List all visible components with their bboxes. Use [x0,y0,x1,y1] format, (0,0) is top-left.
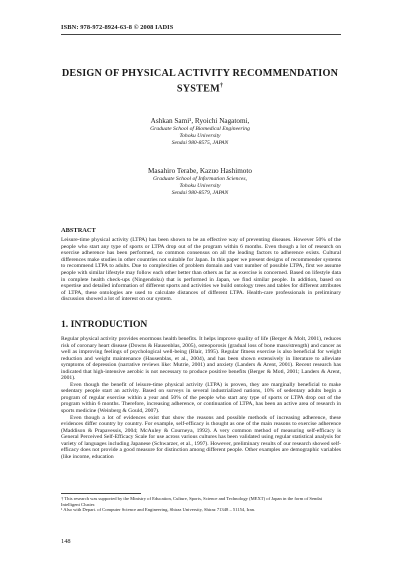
abstract-heading: ABSTRACT [61,227,96,234]
paper-title-text: DESIGN OF PHYSICAL ACTIVITY RECOMMENDATION SYSTEM [61,68,339,95]
author-block-2 [100,167,300,197]
footnote-rule [61,493,141,494]
author-block-1 [100,117,300,147]
author-affiliation-line: Tohoku University [179,183,221,189]
author-affiliation-line: Graduate School of Information Sciences, [153,176,247,182]
author-affiliation-line: Sendai 980-8579, JAPAN [171,190,229,196]
intro-paragraph: Even though a lot of evidences exist that show the reasons and possible methods of increasing adherence, these evidences differ country by country. For example, self-efficacy is thought as one of the main reasons to exercise adherence (Maddison & Prapavessis, 2004; McAuley & Courneya, 1992). A very common method of measuring self-efficacy is General Perceived Self-Efficacy Scale for use across various cultures has been validated using regular statistical analysis for variety of languages including Japanese (Schwarzer, et al., 1997). However, preliminary results of our research showed self-efficacy does not provide a good measure for distinction among different people. Other examples are demographic variables (like income, education [61,414,341,460]
paper-title [50,67,350,95]
intro-paragraph: Regular physical activity provides enormous health benefits. It helps improve quality of life (Berger & Molt, 2001), reduces risk of coronary heart disease (Downs & Hausenblas, 2005), osteoporosis (gradual loss of bone mass/strength) and cancer as well as improving feelings of psychological well-being (Blair, 1995). Regular fitness exercise is also beneficial for weight reduction and weight maintenance (Hausenblas, et al., 2004), and has been shown extensively in literature to alleviate symptoms of depression (narrative reviews like: Mutrie, 2001) and anxiety (Landers & Arent, 2001). Recent research has indicated that high-intensive aerobic is not necessary to produce positive benefits (Berger & Motl, 2001; Landers & Arent, 2001). [61,336,341,382]
footnote-item: † This research was supported by the Ministry of Education, Culture, Sports, Science and Technology (MEXT) of Japan in the form of Sendai Intelligent Cluster. [61,496,322,507]
author-names: Ashkan Sami¹, Ryoichi Nagatomi, [150,117,250,125]
footnote-item: ¹ Also with Depart. of Computer Science and Engineering, Shiraz University, Shiraz 71348 – 51154, Iran. [61,507,256,513]
page-number: 148 [61,538,71,545]
author-affiliation-line: Sendai 980-8575, JAPAN [171,140,229,146]
intro-paragraph: Even though the benefit of leisure-time physical activity (LTPA) is proven, they are marginally beneficial to make sedentary people start an activity. Based on surveys in several industrialized nations, 10% of sedentary adults begin a program of regular exercise within a year and 50% of the people who start any type of sports or LTPA drop out of the program within 6 months. Therefore, increasing adherence, or continuation of LTPA, has been an active area of research in sports medicine (Weinberg & Gould, 2007). [61,381,341,415]
isbn-header: ISBN: 978-972-8924-63-8 © 2008 IADIS [61,24,174,31]
author-affiliation-line: Tohoku University [179,133,221,139]
abstract-body: Leisure-time physical activity (LTPA) has been shown to be an effective way of preventing diseases. However 50% of the people who start any type of sports or LTPA drop out of the program within 6 months. Even though a lot of research on exercise adherence has been performed, no common consensus on all the leading factors to adherence exists. Cultural differences make studies in other countries not suitable for Japan. In this paper we present designs of recommender systems to recommend LTPA to adults. Due to complexities of problem domain and vast number of possible LTPA, first we assume people with similar lifestyle may follow each other better than others as far as exercise is concerned. Based on lifestyle data in complete health check-ups (Ningendoku) that is performed in Japan, we find similar people. In addition, based on expertise and detailed information of different sports and activities we build ontology trees and tables for different attributes of LTPA, these ontologies are used to calculate distances of different LTPA. Health-care professionals in preliminary discussion showed a lot of interest on our system. [61,237,341,303]
section-heading-introduction: 1. INTRODUCTION [61,319,148,330]
introduction-body [61,336,341,460]
footnotes [61,496,341,513]
header-rule [61,34,341,35]
author-names: Masahiro Terabe, Kazuo Hashimoto [148,167,252,175]
author-affiliation-line: Graduate School of Biomedical Engineering [150,126,250,132]
title-footnote-mark: † [219,83,224,89]
